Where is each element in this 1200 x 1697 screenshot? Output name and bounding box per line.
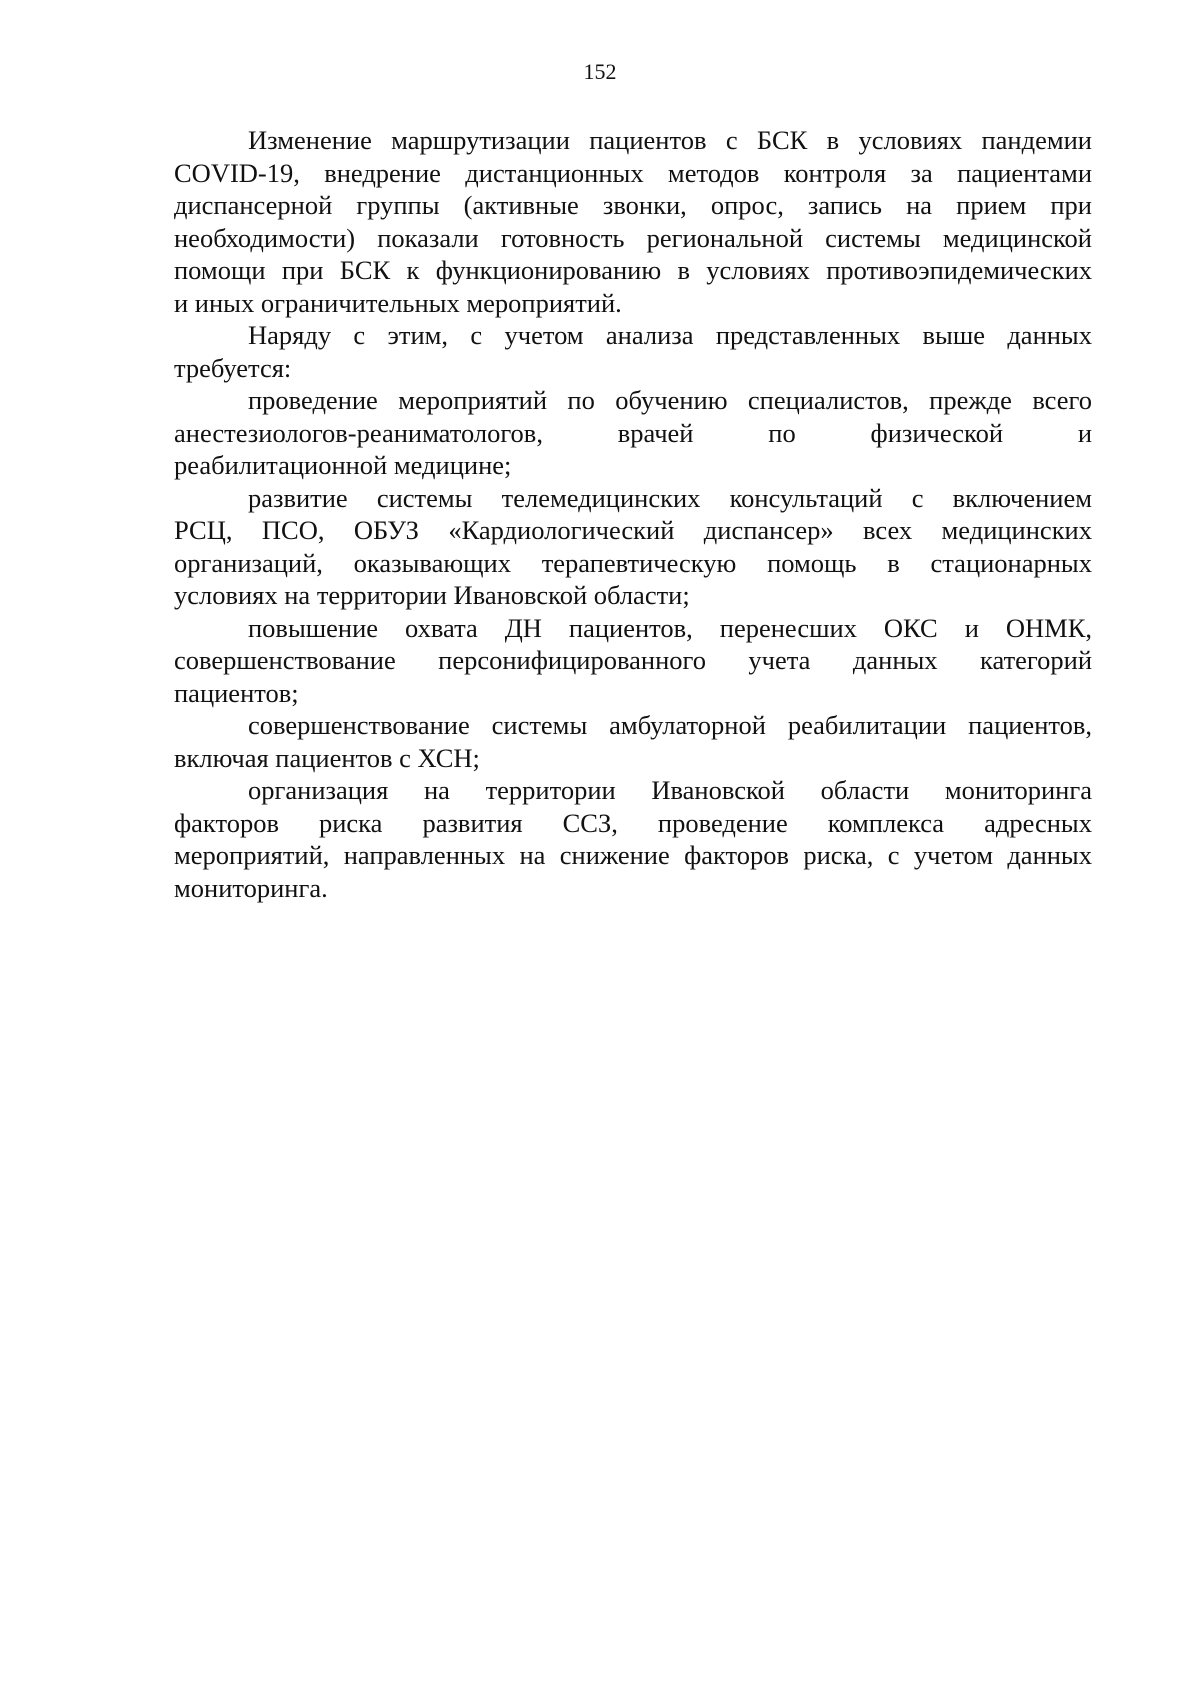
paragraph [174, 774, 1092, 904]
text-line: реабилитационной медицине; [174, 450, 512, 480]
text-line: необходимости) показали готовность региональной системы медицинской [174, 222, 1092, 253]
text-line: совершенствование персонифицированного учета данных категорий [174, 645, 1092, 675]
text-line: COVID-19, внедрение дистанционных методов контроля за пациентами [174, 157, 1092, 188]
text-line: РСЦ, ПСО, ОБУЗ «Кардиологический диспансер» всех медицинских [174, 515, 1092, 545]
text-line: и иных ограничительных мероприятий. [174, 287, 622, 318]
text-line: повышение охвата ДН пациентов, перенесших ОКС и ОНМК, [248, 612, 1092, 643]
paragraph [174, 319, 1092, 384]
text-line: требуется: [174, 352, 292, 383]
text-line: мероприятий, направленных на снижение факторов риска, с учетом данных [174, 840, 1092, 870]
paragraph [174, 384, 1092, 482]
text-line: условиях на территории Ивановской области; [174, 580, 690, 610]
text-line: мониторинга. [174, 872, 328, 903]
text-line: совершенствование системы амбулаторной реабилитации пациентов, [248, 710, 1092, 740]
text-line: помощи при БСК к функционированию в условиях противоэпидемических [174, 255, 1092, 285]
text-line: проведение мероприятий по обучению специалистов, прежде всего [248, 385, 1092, 415]
text-line: Изменение маршрутизации пациентов с БСК в условиях пандемии [248, 125, 1092, 155]
text-line: развитие системы телемедицинских консультаций с включением [248, 482, 1092, 513]
page-number: 152 [583, 59, 617, 84]
paragraph [174, 124, 1092, 319]
text-line: включая пациентов с ХСН; [174, 742, 480, 773]
text-line: факторов риска развития ССЗ, проведение комплекса адресных [174, 807, 1092, 838]
text-line: пациентов; [174, 677, 299, 708]
document-body [174, 124, 1092, 904]
paragraph [174, 482, 1092, 612]
text-line: диспансерной группы (активные звонки, опрос, запись на прием при [174, 190, 1092, 220]
text-line: анестезиологов-реаниматологов, врачей по физической и [174, 417, 1092, 448]
text-line: организаций, оказывающих терапевтическую помощь в стационарных [174, 547, 1092, 578]
paragraph [174, 709, 1092, 774]
text-line: организация на территории Ивановской области мониторинга [248, 775, 1092, 805]
text-line: Наряду с этим, с учетом анализа представленных выше данных [248, 320, 1092, 350]
paragraph [174, 612, 1092, 710]
